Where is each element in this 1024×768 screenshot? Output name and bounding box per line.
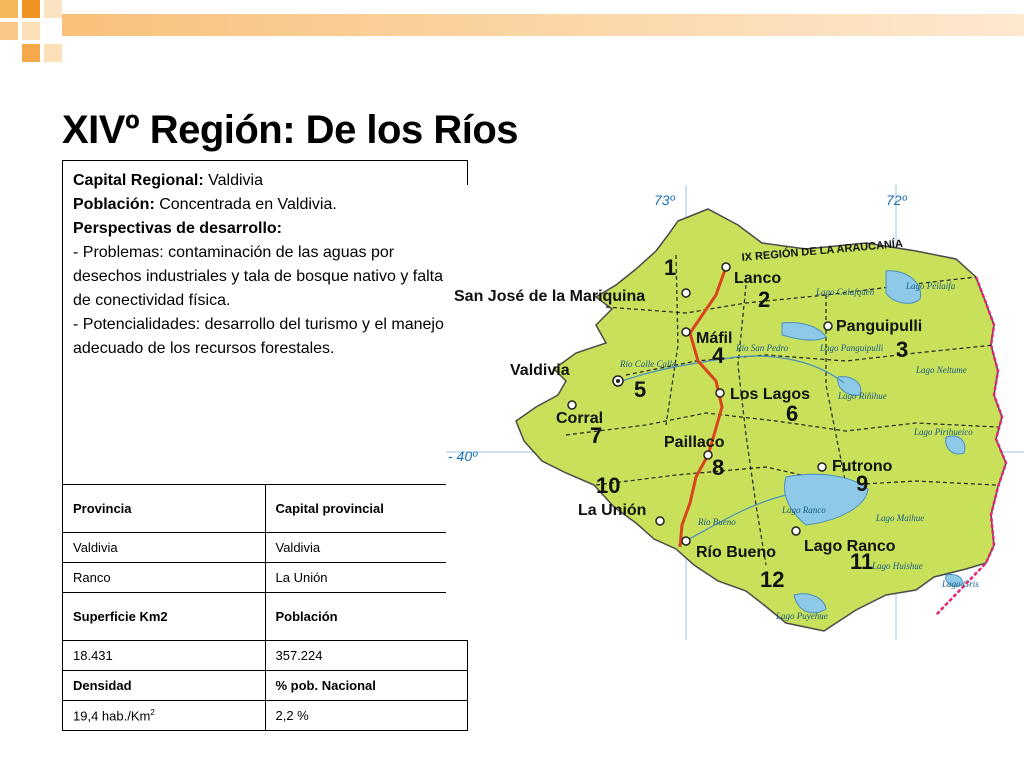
water-label: Lago Puyehue [776, 611, 828, 621]
marker-lanco [722, 263, 730, 271]
table-header-cell: Provincia [63, 485, 266, 533]
capital-value: Valdivia [203, 172, 263, 189]
town-lanco: Lanco [734, 270, 782, 287]
table-cell: Ranco [63, 563, 266, 593]
commune-number: 10 [596, 473, 621, 498]
potentials-text: - Potencialidades: desarrollo del turismo y el manejo adecuado de los recursos forestales. [73, 316, 444, 357]
commune-number: 2 [758, 287, 771, 312]
marker-lago-ranco [792, 527, 800, 535]
commune-number: 1 [664, 255, 677, 280]
water-label: Río San Pedro [736, 343, 789, 353]
description-cell [63, 161, 468, 485]
town-los-lagos: Los Lagos [730, 386, 811, 403]
commune-number: 8 [712, 455, 725, 480]
marker-la-union [656, 517, 664, 525]
table-header-cell: % pob. Nacional [265, 671, 468, 701]
water-label: Lago Maihue [876, 513, 925, 523]
town-rio-bueno: Río Bueno [696, 544, 776, 561]
water-label: Lago Pellaifa [906, 281, 956, 291]
decor-square [22, 0, 40, 18]
marker-futrono [818, 463, 826, 471]
slide-title: XIVº Región: De los Ríos [62, 108, 519, 152]
decor-square [0, 22, 18, 40]
water-label: Río Calle Calle [620, 359, 676, 369]
table-header-cell: Densidad [63, 671, 266, 701]
water-label: Lago Pirihueico [914, 427, 973, 437]
marker-rio-bueno [682, 537, 690, 545]
town-panguipulli: Panguipulli [836, 318, 923, 335]
perspectives-label: Perspectivas de desarrollo: [73, 220, 282, 237]
water-label: Lago Calafquén [816, 287, 875, 297]
marker-panguipulli [824, 322, 832, 330]
density-superscript: 2 [150, 707, 155, 717]
lat-40-label: - 40º [448, 448, 478, 464]
marker-mafil [682, 328, 690, 336]
town-corral: Corral [556, 410, 604, 427]
table-header-cell: Población [265, 593, 468, 641]
water-label: Lago Gris [942, 579, 979, 589]
region-map [446, 185, 1024, 640]
town-futrono: Futrono [832, 458, 893, 475]
table-header-cell: Capital provincial [265, 485, 468, 533]
water-label: Lago Huishue [872, 561, 923, 571]
commune-number: 11 [850, 549, 874, 574]
decor-square [44, 44, 62, 62]
decor-square [22, 22, 40, 40]
decor-square [22, 44, 40, 62]
lon-73-label: 73º [654, 192, 675, 208]
town-paillaco: Paillaco [664, 434, 725, 451]
commune-number: 4 [712, 343, 725, 368]
table-cell [63, 701, 266, 731]
water-label: Lago Riñihue [838, 391, 887, 401]
table-cell: Valdivia [63, 533, 266, 563]
town-valdivia: Valdivia [510, 362, 570, 379]
marker-los-lagos [716, 389, 724, 397]
town-mafil: Máfil [696, 330, 733, 347]
commune-number: 9 [856, 471, 869, 496]
commune-number: 6 [786, 401, 799, 426]
marker-corral [568, 401, 576, 409]
araucania-label: IX REGIÓN DE LA ARAUCANÍA [741, 237, 904, 264]
commune-number: 5 [634, 377, 647, 402]
water-label: Río Bueno [698, 517, 736, 527]
decor-square [0, 0, 18, 18]
population-value: Concentrada en Valdivia. [154, 196, 337, 213]
capital-label: Capital Regional: [73, 172, 204, 189]
town-mariquina: San José de la Mariquina [454, 288, 646, 305]
town-la-union: La Unión [578, 502, 647, 519]
table-header-cell: Superficie Km2 [63, 593, 266, 641]
lon-72-label: 72º [886, 192, 907, 208]
decor-bar [62, 14, 1024, 36]
water-label: Lago Panguipulli [820, 343, 884, 353]
commune-number: 3 [896, 337, 909, 362]
table-cell: La Unión [265, 563, 468, 593]
population-label: Población: [73, 196, 155, 213]
table-cell: 357.224 [265, 641, 468, 671]
table-cell: Valdivia [265, 533, 468, 563]
capital-dot [616, 379, 620, 383]
table-cell: 2,2 % [265, 701, 468, 731]
water-label: Lago Neltume [916, 365, 967, 375]
marker-mariquina [682, 289, 690, 297]
population-line [73, 193, 457, 217]
info-table [62, 160, 468, 731]
marker-paillaco [704, 451, 712, 459]
town-lago-ranco: Lago Ranco [804, 538, 896, 555]
commune-number: 12 [760, 567, 785, 592]
decor-square [44, 0, 62, 18]
table-cell: 18.431 [63, 641, 266, 671]
capital-line [73, 169, 457, 193]
problems-text: - Problemas: contaminación de las aguas por desechos industriales y tala de bosque nativo y falta de conectividad física. [73, 244, 444, 309]
density-value: 19,4 hab./Km [73, 708, 151, 724]
commune-number: 7 [590, 423, 603, 448]
water-label: Lago Ranco [782, 505, 826, 515]
